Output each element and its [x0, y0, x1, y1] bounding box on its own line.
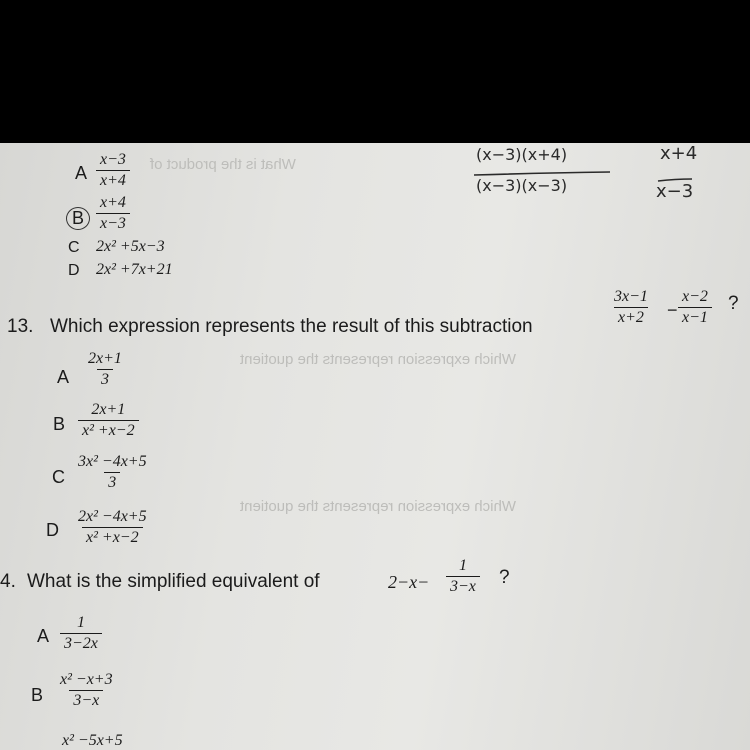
- q14-fraction: [446, 557, 480, 596]
- q14-option-a-letter[interactable]: A: [37, 626, 50, 646]
- q13-option-a-fraction: [84, 350, 126, 389]
- q13-option-b-fraction: [78, 401, 139, 440]
- fraction-numerator: 2x+1: [88, 350, 122, 367]
- q13-option-b-letter[interactable]: B: [53, 414, 66, 434]
- bleed-through-text: Which expression represents the quotient: [240, 351, 516, 368]
- bleed-through-text: What is the product of: [150, 156, 296, 173]
- q12-option-d-expression: 2x² +7x+21: [96, 261, 173, 278]
- q13-number: 13.: [7, 316, 34, 337]
- fraction-numerator: 2x+1: [91, 401, 126, 418]
- q12-option-c-expression: 2x² +5x−3: [96, 238, 165, 255]
- fraction-denominator: 3: [104, 472, 120, 492]
- fraction-numerator: 1: [458, 557, 467, 574]
- q13-option-a-letter[interactable]: A: [57, 367, 70, 387]
- worksheet-page: [0, 143, 750, 750]
- fraction-denominator: 3−x: [446, 576, 480, 596]
- q12-option-b-fraction: [96, 194, 130, 233]
- q13-question-text: Which expression represents the result of this subtraction: [50, 316, 533, 337]
- q12-option-a-letter[interactable]: A: [75, 163, 88, 183]
- q14-option-b-letter[interactable]: B: [31, 685, 44, 705]
- q13-fraction-2: [678, 288, 712, 327]
- bleed-through-text: Which expression represents the quotient: [240, 498, 516, 515]
- fraction-denominator: x−3: [96, 213, 130, 233]
- fraction-denominator: x+4: [96, 170, 130, 190]
- q14-question-mark: ?: [499, 567, 510, 588]
- q12-option-a-fraction: [96, 151, 130, 190]
- fraction-denominator: x² +x−2: [82, 527, 143, 547]
- fraction-denominator: 3: [97, 369, 113, 389]
- q13-option-c-fraction: [74, 453, 151, 492]
- fraction-numerator: x+4: [100, 194, 126, 211]
- q14-option-b-fraction: [56, 671, 117, 710]
- handwritten-simplified-denominator: x−3: [656, 181, 694, 202]
- handwritten-denominator: (x−3)(x−3): [476, 176, 568, 195]
- q14-option-c-numerator: x² −5x+5: [62, 732, 123, 749]
- q12-option-c-letter[interactable]: C: [68, 239, 80, 256]
- fraction-numerator: x² −x+3: [60, 671, 113, 688]
- fraction-denominator: x+2: [614, 307, 648, 327]
- fraction-denominator: x−1: [678, 307, 712, 327]
- q12-option-b-letter[interactable]: B: [66, 207, 90, 230]
- q14-question-text: What is the simplified equivalent of: [27, 571, 320, 592]
- fraction-numerator: x−3: [100, 151, 126, 168]
- q14-expression: 2−x−: [388, 572, 430, 592]
- q13-question-mark: ?: [728, 293, 739, 314]
- fraction-denominator: 3−2x: [60, 633, 102, 653]
- handwritten-numerator: (x−3)(x+4): [476, 145, 568, 164]
- q14-option-a-fraction: [60, 614, 102, 653]
- q13-fraction-1: [610, 288, 652, 327]
- fraction-denominator: x² +x−2: [78, 420, 139, 440]
- q14-number: 4.: [0, 571, 16, 592]
- q12-option-d-letter[interactable]: D: [68, 262, 80, 279]
- fraction-numerator: 3x−1: [614, 288, 648, 305]
- q13-option-c-letter[interactable]: C: [52, 467, 65, 487]
- fraction-numerator: 3x² −4x+5: [78, 453, 147, 470]
- q13-option-d-fraction: [74, 508, 151, 547]
- q13-option-d-letter[interactable]: D: [46, 520, 59, 540]
- q14-option-c-letter[interactable]: [33, 741, 41, 747]
- handwritten-simplified-numerator: x+4: [660, 143, 698, 164]
- fraction-numerator: x−2: [682, 288, 708, 305]
- fraction-numerator: 1: [76, 614, 85, 631]
- fraction-numerator: 2x² −4x+5: [78, 508, 147, 525]
- q13-minus-sign: −: [667, 300, 678, 320]
- fraction-denominator: 3−x: [69, 690, 103, 710]
